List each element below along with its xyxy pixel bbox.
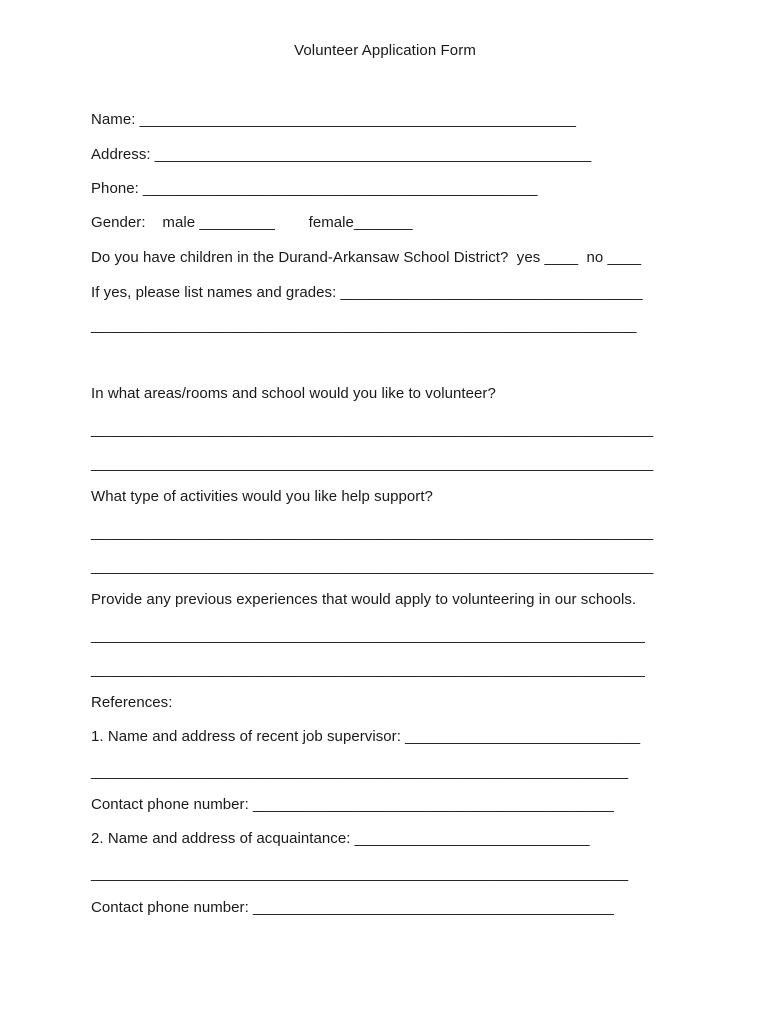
areas-question: In what areas/rooms and school would you like to volunteer? — [91, 385, 496, 402]
areas-answer-line-2[interactable]: ___________________________________________________________________ — [91, 455, 654, 472]
gender-field[interactable]: Gender: male _________ female_______ — [91, 214, 413, 231]
experience-answer-line-1[interactable]: __________________________________________________________________ — [91, 627, 645, 644]
supervisor-field[interactable]: 1. Name and address of recent job supervisor: ____________________________ — [91, 728, 641, 745]
supervisor-line-2[interactable]: ________________________________________________________________ — [91, 763, 629, 780]
address-field[interactable]: Address: ____________________________________________________ — [91, 146, 592, 163]
phone-field[interactable]: Phone: _______________________________________________ — [91, 180, 538, 197]
children-question[interactable]: Do you have children in the Durand-Arkansaw School District? yes ____ no ____ — [91, 249, 642, 266]
children-names-field[interactable]: If yes, please list names and grades: ____________________________________ — [91, 284, 643, 301]
areas-answer-line-1[interactable]: ___________________________________________________________________ — [91, 421, 654, 438]
activities-question: What type of activities would you like help support? — [91, 488, 433, 505]
experience-answer-line-2[interactable]: __________________________________________________________________ — [91, 661, 645, 678]
acquaintance-line-2[interactable]: ________________________________________________________________ — [91, 865, 629, 882]
name-field[interactable]: Name: ____________________________________________________ — [91, 111, 577, 128]
activities-answer-line-1[interactable]: ___________________________________________________________________ — [91, 524, 654, 541]
children-names-line-2[interactable]: _________________________________________________________________ — [91, 317, 637, 334]
references-heading: References: — [91, 694, 173, 711]
acquaintance-phone-field[interactable]: Contact phone number: ___________________________________________ — [91, 899, 614, 916]
activities-answer-line-2[interactable]: ___________________________________________________________________ — [91, 558, 654, 575]
experience-question: Provide any previous experiences that would apply to volunteering in our schools. — [91, 591, 637, 608]
supervisor-phone-field[interactable]: Contact phone number: ___________________________________________ — [91, 796, 614, 813]
acquaintance-field[interactable]: 2. Name and address of acquaintance: ____________________________ — [91, 830, 590, 847]
page-title: Volunteer Application Form — [294, 42, 476, 59]
